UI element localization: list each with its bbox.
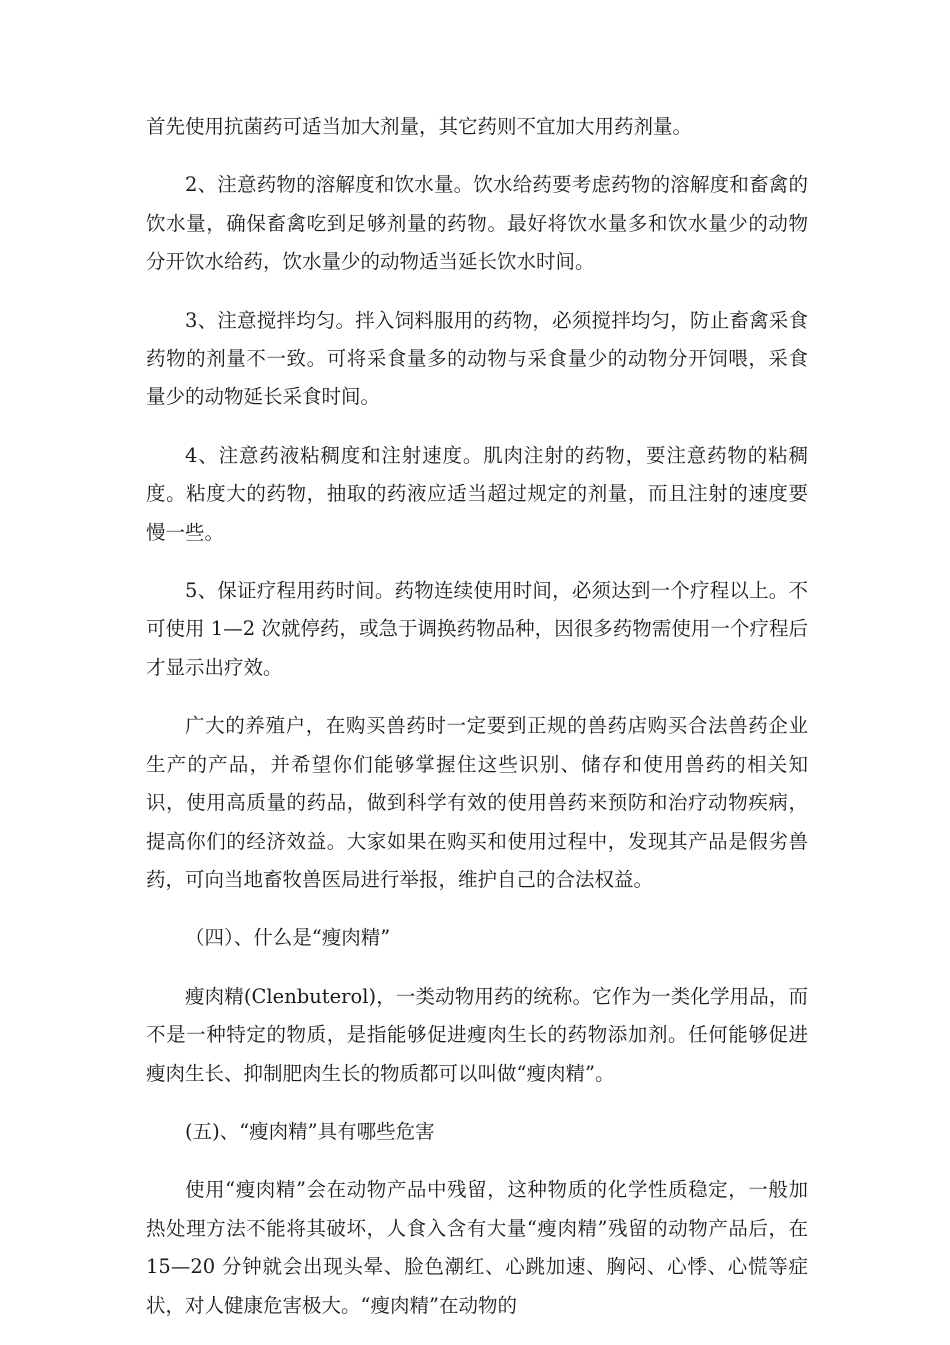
- section-heading-five: (五)、“瘦肉精”具有哪些危害: [185, 1119, 435, 1143]
- paragraph-injection: 4、注意药液粘稠度和注射速度。肌肉注射的药物，要注意药物的粘稠度。粘度大的药物，抽取的药液应适当超过规定的剂量，而且注射的速度要慢一些。: [146, 443, 808, 544]
- paragraph-solubility: 2、注意药物的溶解度和饮水量。饮水给药要考虑药物的溶解度和畜禽的饮水量，确保畜禽吃到足够剂量的药物。最好将饮水量多和饮水量少的动物分开饮水给药，饮水量少的动物适当延长饮水时间。: [146, 173, 808, 274]
- paragraph-dosage-note: 首先使用抗菌药可适当加大剂量，其它药则不宜加大用药剂量。: [146, 115, 693, 138]
- paragraph-definition: 瘦肉精(Clenbuterol)，一类动物用药的统称。它作为一类化学用品，而不是一种特定的物质，是指能够促进瘦肉生长的药物添加剂。任何能够促进瘦肉生长、抑制肥肉生长的物质都可以叫做“瘦肉精”。: [146, 984, 808, 1085]
- paragraph-advice: 广大的养殖户，在购买兽药时一定要到正规的兽药店购买合法兽药企业生产的产品，并希望你们能够掌握住这些识别、储存和使用兽药的相关知识，使用高质量的药品，做到科学有效的使用兽药来预防和治疗动物疾病，提高你们的经济效益。大家如果在购买和使用过程中，发现其产品是假劣兽药，可向当地畜牧兽医局进行举报，维护自己的合法权益。: [146, 714, 808, 891]
- paragraph-mixing: 3、注意搅拌均匀。拌入饲料服用的药物，必须搅拌均匀，防止畜禽采食药物的剂量不一致。可将采食量多的动物与采食量少的动物分开饲喂，采食量少的动物延长采食时间。: [146, 308, 808, 409]
- section-heading-four: （四）、什么是“瘦肉精”: [185, 926, 391, 950]
- document-page: [146, 108, 808, 1345]
- paragraph-harm: 使用“瘦肉精”会在动物产品中残留，这种物质的化学性质稳定，一般加热处理方法不能将其破坏，人食入含有大量“瘦肉精”残留的动物产品后，在 15—20 分钟就会出现头晕、脸色潮红、心跳加速、胸闷、心悸、心慌等症状，对人健康危害极大。“瘦肉精”在动物的: [146, 1178, 808, 1317]
- paragraph-course: 5、保证疗程用药时间。药物连续使用时间，必须达到一个疗程以上。不可使用 1—2 次就停药，或急于调换药物品种，因很多药物需使用一个疗程后才显示出疗效。: [146, 579, 808, 679]
